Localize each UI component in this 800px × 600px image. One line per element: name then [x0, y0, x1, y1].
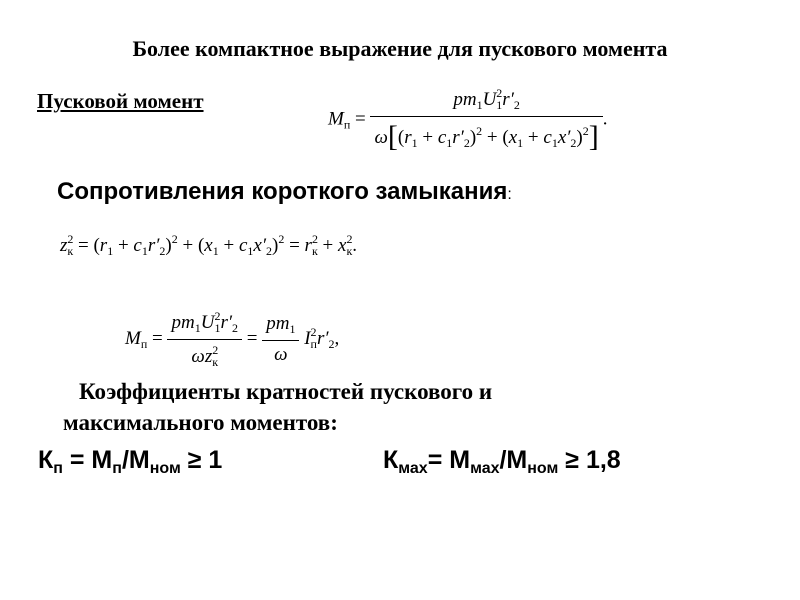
ratio-max-slash: /М [499, 446, 528, 474]
torque-full-fraction: $\frac{pm_1U^2_1r'_2}{\omega[(r_1 + c_1r'_2)^2 + (x_1 + c_1x'_2)^2]}$ [370, 86, 602, 154]
starting-torque-label: Пусковой момент [37, 89, 204, 113]
ratio-max-eq: = М [427, 446, 471, 474]
coefficients-text [63, 376, 623, 438]
starting-ratio-formula [38, 446, 222, 478]
ratio-start-nom-sub: ном [149, 460, 181, 477]
max-ratio-formula [383, 446, 621, 478]
torque-compact-fraction-2: $\frac{pm_1}{\omega}$ [262, 313, 299, 366]
torque-compact-fraction-1: $\frac{pm_1U^2_1r'_2}{\omega z^2_к}$ [167, 309, 242, 370]
torque-compact-formula: $M_п$ = $\frac{pm_1U^2_1r'_2}{\omega z^2_к}$ = $\frac{pm_1}{\omega}$ $I^2_пr'_2$, [125, 309, 340, 369]
ratio-start-eq: = М [62, 446, 113, 474]
ratio-start-k-sub: п [53, 460, 63, 477]
ratio-max-m-sub: мах [470, 460, 500, 477]
ratio-start-tail: ≥ 1 [180, 446, 223, 474]
ratio-start-m-sub: п [112, 460, 122, 477]
ratio-max-k-sub: мах [398, 460, 428, 477]
slide-title: Более компактное выражение для пускового момента [132, 36, 668, 61]
coefficients-line-1: Коэффициенты кратностей пускового и [79, 379, 493, 404]
short-circuit-colon: : [507, 186, 512, 203]
ratio-max-nom-sub: ном [527, 460, 559, 477]
ratio-max-tail: ≥ 1,8 [558, 446, 621, 474]
short-circuit-heading-text: Сопротивления короткого замыкания [57, 178, 508, 205]
impedance-formula: $z^2_к = (r_1 + c_1r'_2)^2 + (x_1 + c_1x'_2)^2 = r^2_к + x^2_к$. [60, 232, 358, 258]
ratio-max-k: К [383, 446, 399, 474]
torque-full-formula: $M_п$ = $\frac{pm_1U^2_1r'_2}{\omega[(r_1 + c_1r'_2)^2 + (x_1 + c_1x'_2)^2]}$ . [328, 86, 608, 153]
short-circuit-heading [57, 178, 512, 206]
coefficients-line-2: максимального моментов: [63, 410, 338, 435]
ratio-start-k: К [38, 446, 54, 474]
ratio-start-slash: /М [121, 446, 150, 474]
